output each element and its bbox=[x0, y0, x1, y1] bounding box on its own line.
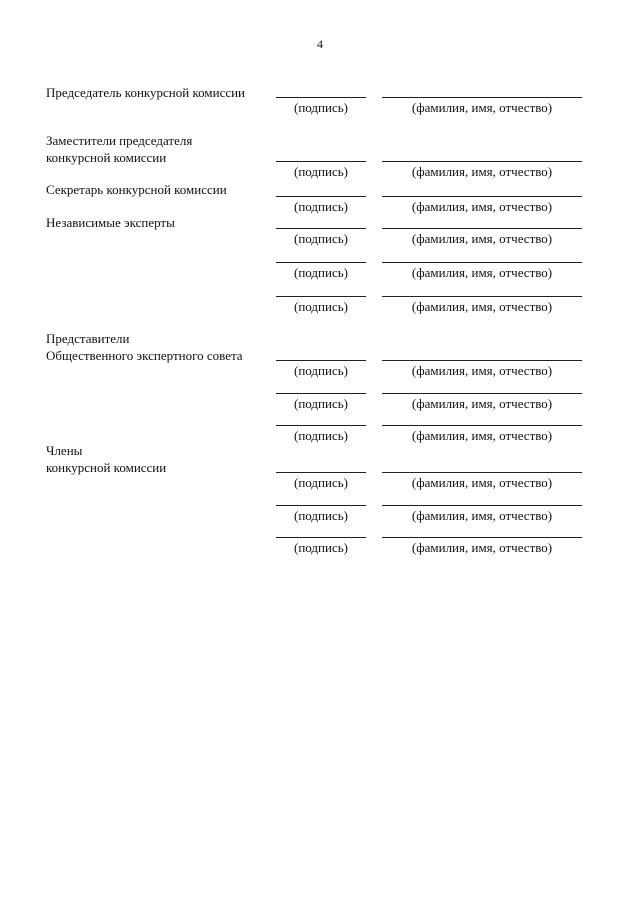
label-line: конкурсной комиссии bbox=[46, 150, 167, 165]
signature-line[interactable] bbox=[276, 393, 366, 394]
full-name-line[interactable] bbox=[382, 393, 582, 394]
label-line: Общественного экспертного совета bbox=[46, 348, 243, 363]
full-name-line[interactable] bbox=[382, 537, 582, 538]
signature-caption: (подпись) bbox=[294, 508, 348, 523]
signature-caption: (подпись) bbox=[294, 164, 348, 179]
full-name-caption: (фамилия, имя, отчество) bbox=[411, 100, 553, 115]
label-secretary bbox=[46, 181, 227, 198]
label-line: конкурсной комиссии bbox=[46, 460, 167, 475]
label-experts bbox=[46, 214, 175, 231]
signature-caption: (подпись) bbox=[294, 231, 348, 246]
signature-line[interactable] bbox=[276, 228, 366, 229]
full-name-line[interactable] bbox=[382, 97, 582, 98]
signature-caption: (подпись) bbox=[294, 265, 348, 280]
full-name-caption: (фамилия, имя, отчество) bbox=[411, 396, 553, 411]
signature-caption: (подпись) bbox=[294, 199, 348, 214]
full-name-caption: (фамилия, имя, отчество) bbox=[411, 231, 553, 246]
full-name-line[interactable] bbox=[382, 296, 582, 297]
label-members bbox=[46, 442, 166, 476]
signature-caption: (подпись) bbox=[294, 363, 348, 378]
full-name-caption: (фамилия, имя, отчество) bbox=[411, 299, 553, 314]
signature-caption: (подпись) bbox=[294, 299, 348, 314]
full-name-caption: (фамилия, имя, отчество) bbox=[411, 508, 553, 523]
full-name-line[interactable] bbox=[382, 262, 582, 263]
full-name-caption: (фамилия, имя, отчество) bbox=[411, 475, 553, 490]
signature-caption: (подпись) bbox=[294, 540, 348, 555]
full-name-caption: (фамилия, имя, отчество) bbox=[411, 164, 553, 179]
signature-line[interactable] bbox=[276, 161, 366, 162]
signature-line[interactable] bbox=[276, 196, 366, 197]
full-name-line[interactable] bbox=[382, 360, 582, 361]
full-name-caption: (фамилия, имя, отчество) bbox=[411, 265, 553, 280]
label-deputies bbox=[46, 132, 192, 166]
label-line: Председатель конкурсной комиссии bbox=[46, 85, 246, 100]
full-name-line[interactable] bbox=[382, 161, 582, 162]
signature-line[interactable] bbox=[276, 360, 366, 361]
full-name-caption: (фамилия, имя, отчество) bbox=[411, 428, 553, 443]
label-chair bbox=[46, 84, 245, 101]
label-council bbox=[46, 330, 243, 364]
full-name-line[interactable] bbox=[382, 228, 582, 229]
signature-line[interactable] bbox=[276, 425, 366, 426]
label-line: Представители bbox=[46, 331, 130, 346]
signature-caption: (подпись) bbox=[294, 475, 348, 490]
label-line: Заместители председателя bbox=[46, 133, 193, 148]
signature-caption: (подпись) bbox=[294, 100, 348, 115]
signature-line[interactable] bbox=[276, 472, 366, 473]
signature-line[interactable] bbox=[276, 262, 366, 263]
signature-line[interactable] bbox=[276, 296, 366, 297]
full-name-caption: (фамилия, имя, отчество) bbox=[411, 540, 553, 555]
full-name-line[interactable] bbox=[382, 472, 582, 473]
signature-line[interactable] bbox=[276, 505, 366, 506]
signature-caption: (подпись) bbox=[294, 396, 348, 411]
full-name-line[interactable] bbox=[382, 505, 582, 506]
page-number: 4 bbox=[317, 37, 323, 51]
label-line: Независимые эксперты bbox=[46, 215, 175, 230]
full-name-line[interactable] bbox=[382, 196, 582, 197]
label-line: Члены bbox=[46, 443, 83, 458]
signature-line[interactable] bbox=[276, 97, 366, 98]
label-line: Секретарь конкурсной комиссии bbox=[46, 182, 227, 197]
full-name-caption: (фамилия, имя, отчество) bbox=[411, 363, 553, 378]
signature-caption: (подпись) bbox=[294, 428, 348, 443]
full-name-line[interactable] bbox=[382, 425, 582, 426]
signature-line[interactable] bbox=[276, 537, 366, 538]
full-name-caption: (фамилия, имя, отчество) bbox=[411, 199, 553, 214]
